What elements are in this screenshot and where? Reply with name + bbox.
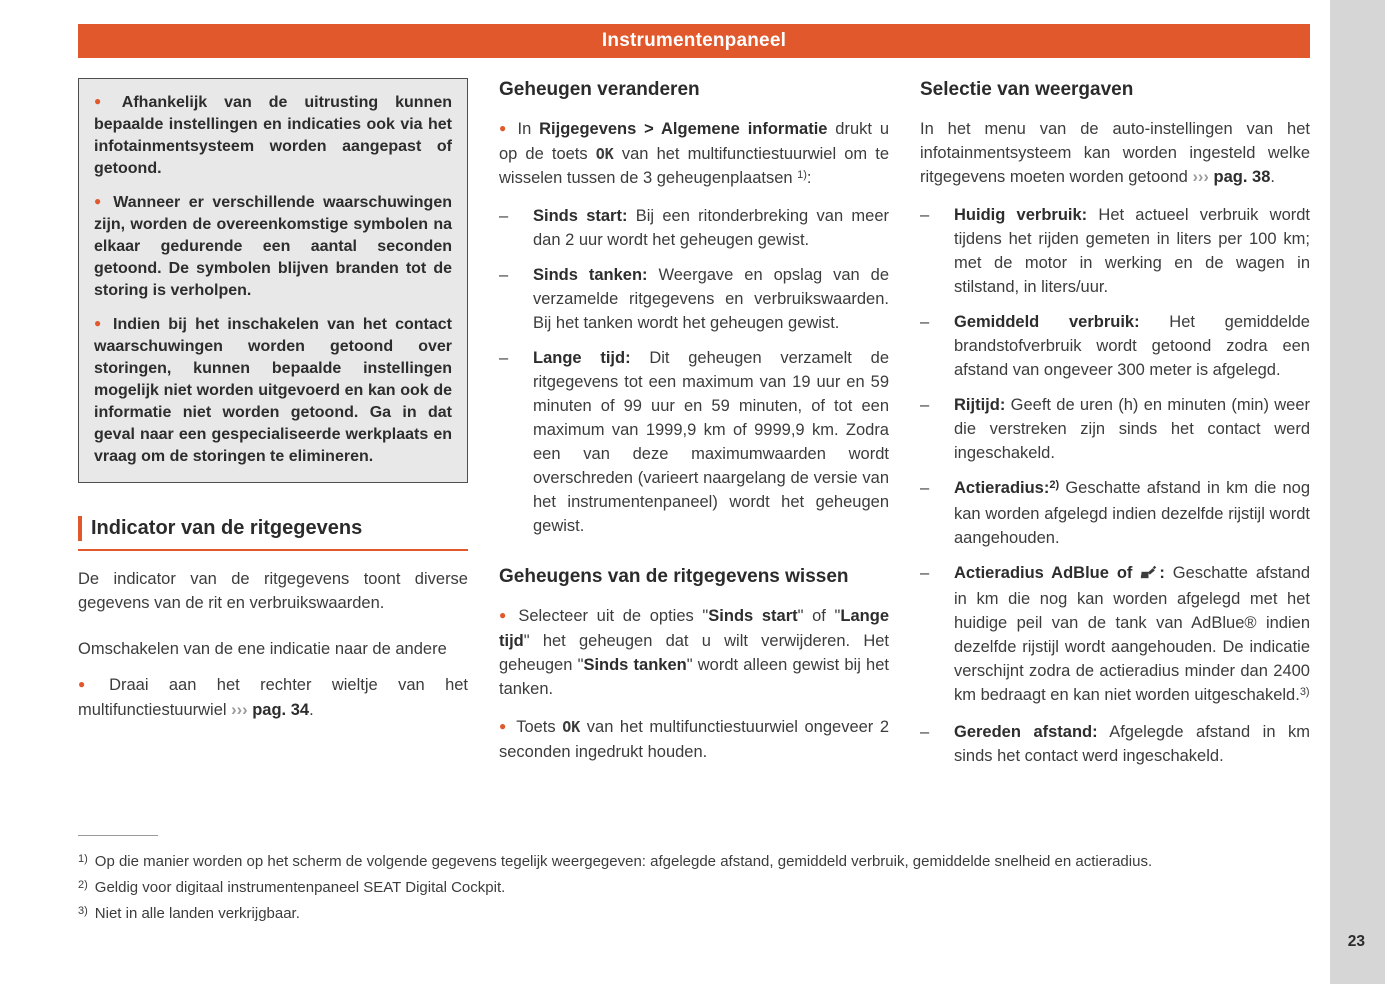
list-item-text	[954, 720, 1310, 768]
term: Huidig verbruik:	[954, 206, 1088, 224]
ref-arrows-icon: ›››	[231, 701, 248, 719]
term-colon: :	[1159, 564, 1165, 582]
list-item	[499, 263, 889, 335]
footnote-text: Op die manier worden op het scherm de volgende gegevens tegelijk weergegeven: afgelegde afstand, gemiddeld verbruik, gemiddelde snelheid en actieradius.	[94, 853, 1153, 870]
section-title	[78, 516, 468, 541]
bullet-icon: ●	[94, 94, 114, 108]
bullet-icon: ●	[499, 719, 509, 733]
ref-arrows-icon: ›››	[1192, 168, 1209, 186]
intro-paragraph	[920, 117, 1310, 189]
section-intro: De indicator van de ritgegevens toont diverse gegevens van de rit en verbruikswaarden.	[78, 570, 468, 612]
list-item	[920, 476, 1310, 550]
bullet-text: Draai aan het rechter wieltje van het multifunctiestuurwiel	[78, 676, 469, 719]
ok-key-icon: OK	[595, 145, 614, 163]
term: Actieradius AdBlue of	[954, 564, 1141, 582]
text: In	[517, 120, 540, 138]
section-title-text: Indicator van de ritgegevens	[91, 517, 363, 539]
definition: Geeft de uren (h) en minuten (min) weer die verstreken zijn sinds het contact werd ingeschakeld.	[954, 396, 1310, 462]
dash-marker: –	[920, 479, 930, 497]
note-item	[94, 92, 452, 180]
text: drukt u op de toets	[499, 120, 889, 163]
right-column	[920, 78, 1310, 779]
bullet-paragraph	[499, 604, 889, 701]
list-item	[920, 310, 1310, 382]
footnote-divider	[78, 835, 158, 836]
footnotes	[78, 835, 1310, 928]
page-reference-34[interactable]	[231, 701, 309, 719]
list-item	[920, 561, 1310, 709]
definition: Bij een ritonderbreking van meer dan 2 uur wordt het geheugen gewist.	[533, 207, 889, 249]
heading-geheugen-veranderen: Geheugen veranderen	[499, 79, 700, 100]
definition: Geschatte afstand in km die nog kan worden afgelegd indien dezelfde rijstijl wordt aangehouden.	[954, 479, 1310, 547]
dash-marker: –	[920, 564, 930, 582]
term: Actieradius:	[954, 479, 1050, 497]
page-edge-shadow	[1330, 0, 1385, 984]
bullet-icon: ●	[499, 608, 511, 622]
text: Toets	[516, 718, 563, 736]
text: van het multifunctiestuurwiel ongeveer 2 seconden ingedrukt houden.	[499, 718, 890, 761]
definition: Afgelegde afstand in km sinds het contact werd ingeschakeld.	[954, 723, 1311, 765]
footnote-text: Niet in alle landen verkrijgbaar.	[94, 905, 300, 922]
term: Lange tijd:	[533, 349, 631, 367]
content-columns	[78, 78, 1310, 779]
left-column	[78, 78, 468, 779]
text: Selecteer uit de opties "	[518, 607, 709, 625]
list-item-text	[954, 310, 1310, 382]
dash-marker: –	[920, 723, 930, 741]
heading-selectie-van-weergaven: Selectie van weergaven	[920, 79, 1134, 100]
term: Gereden afstand:	[954, 723, 1098, 741]
list-item-text	[533, 204, 889, 252]
dash-marker: –	[499, 207, 509, 225]
list-item	[920, 203, 1310, 299]
ref-page-label: pag. 38	[1213, 168, 1271, 186]
list-item-text	[533, 263, 889, 335]
dash-marker: –	[920, 206, 930, 224]
list-item	[499, 346, 889, 538]
heading-geheugens-wissen: Geheugens van de ritgegevens wissen	[499, 566, 849, 587]
definition: Weergave en opslag van de verzamelde ritgegevens en verbruikswaarden. Bij het tanken wordt het geheugen gewist.	[533, 266, 889, 332]
bullet-text-tail: .	[309, 701, 314, 719]
page-reference-38[interactable]	[1192, 168, 1270, 186]
definition: Het gemiddelde brandstofverbruik wordt getoond zodra een afstand van ongeveer 300 meter is afgelegd.	[954, 313, 1310, 379]
text: In het menu van de auto-instellingen van het infotainmentsysteem kan worden ingesteld welke ritgegevens moeten worden getoond	[920, 120, 1310, 186]
list-item-text	[533, 346, 889, 538]
term: Sinds tanken:	[533, 266, 648, 284]
list-item	[499, 204, 889, 252]
page-title: Instrumentenpaneel	[601, 30, 787, 51]
dash-marker: –	[499, 266, 509, 284]
definition: Geschatte afstand in km die nog kan worden afgelegd met het huidige peil van de tank van AdBlue® indien dezelfde rijstijl wordt aangehouden. De indicatie verschijnt zodra de actieradius minder dan 2400 km bedraagt en kan niet worden uitgeschakeld.	[954, 564, 1310, 704]
note-box	[78, 78, 468, 483]
ref-page-label: pag. 34	[252, 701, 310, 719]
text: :	[806, 169, 812, 187]
list-item-text	[954, 203, 1310, 299]
term: Sinds start:	[533, 207, 628, 225]
section-title-rule	[78, 549, 468, 551]
note-item	[94, 314, 452, 468]
footnote	[78, 902, 1310, 927]
text: van het multifunctiestuurwiel om te wisselen tussen de 3 geheugenplaatsen	[499, 145, 889, 187]
middle-column	[499, 78, 889, 779]
footnote-ref-3: 3)	[1299, 686, 1310, 698]
list-item	[920, 393, 1310, 465]
footnote-ref-2: 2)	[1049, 479, 1060, 491]
dash-marker: –	[920, 396, 930, 414]
dash-marker: –	[499, 349, 509, 367]
footnote	[78, 876, 1310, 901]
definition: Het actueel verbruik wordt tijdens het rijden gemeten in liters per 100 km; met de motor in werking en de wagen in stilstand, in liters/uur.	[954, 206, 1310, 296]
ok-key-icon: OK	[562, 718, 581, 736]
text: " wordt alleen gewist bij het tanken.	[499, 656, 889, 698]
page-number: 23	[1347, 933, 1365, 950]
page-header	[78, 24, 1310, 58]
text: " of "	[797, 607, 841, 625]
bullet-paragraph	[499, 117, 889, 192]
adblue-nozzle-icon	[1140, 563, 1157, 587]
bullet-paragraph	[499, 715, 889, 764]
definition: Dit geheugen verzamelt de ritgegevens tot een maximum van 19 uur en 59 minuten of 99 uur en 59 minuten, of tot een maximum van 1999,9 km of 9999,9 km. Zodra een van deze maximumwaarden wordt overschreden (varieert naargelang de versie van het instrumentenpaneel) wordt het geheugen gewist.	[533, 349, 889, 535]
menu-path: Rijgegevens > Algemene informatie	[539, 120, 828, 138]
list-item-text	[954, 476, 1310, 550]
footnote-ref-1: 1)	[797, 169, 807, 181]
option-name: Lange tijd	[499, 607, 889, 650]
note-text: Indien bij het inschakelen van het contact waarschuwingen worden getoond over storingen, kunnen bepaalde instellingen mogelijk niet worden uitgevoerd en kan ook de informatie niet worden getoond. Ga in dat geval naar een gespecialiseerde werkplaats en vraag om de storingen te elimineren.	[94, 316, 453, 465]
footnote-marker: 2)	[78, 879, 88, 891]
list-item	[920, 720, 1310, 768]
note-item	[94, 192, 452, 302]
term: Gemiddeld verbruik:	[954, 313, 1140, 331]
bullet-icon: ●	[94, 194, 106, 208]
note-text: Wanneer er verschillende waarschuwingen zijn, worden de overeenkomstige symbolen na elkaar gedurende een aantal seconden getoond. De symbolen blijven branden tot de storing is verholpen.	[94, 194, 452, 299]
footnote-text: Geldig voor digitaal instrumentenpaneel SEAT Digital Cockpit.	[94, 879, 506, 896]
bullet-icon: ●	[78, 677, 102, 691]
dash-marker: –	[920, 313, 930, 331]
text: " het geheugen dat u wilt verwijderen. Het geheugen "	[499, 632, 889, 674]
footnote	[78, 850, 1310, 875]
bullet-icon: ●	[499, 121, 510, 135]
bullet-icon: ●	[94, 316, 105, 330]
footnote-marker: 3)	[78, 905, 88, 917]
option-name: Sinds tanken	[583, 656, 687, 674]
footnote-marker: 1)	[78, 853, 88, 865]
note-text: Afhankelijk van de uitrusting kunnen bepaalde instellingen en indicaties ook via het infotainmentsysteem worden aangepast of getoond.	[94, 94, 452, 177]
option-name: Sinds start	[708, 607, 798, 625]
text: .	[1270, 168, 1275, 186]
term: Rijtijd:	[954, 396, 1006, 414]
list-item-text	[954, 561, 1310, 709]
section-subtitle: Omschakelen van de ene indicatie naar de andere	[78, 640, 447, 658]
list-item-text	[954, 393, 1310, 465]
bullet-paragraph	[78, 673, 468, 722]
